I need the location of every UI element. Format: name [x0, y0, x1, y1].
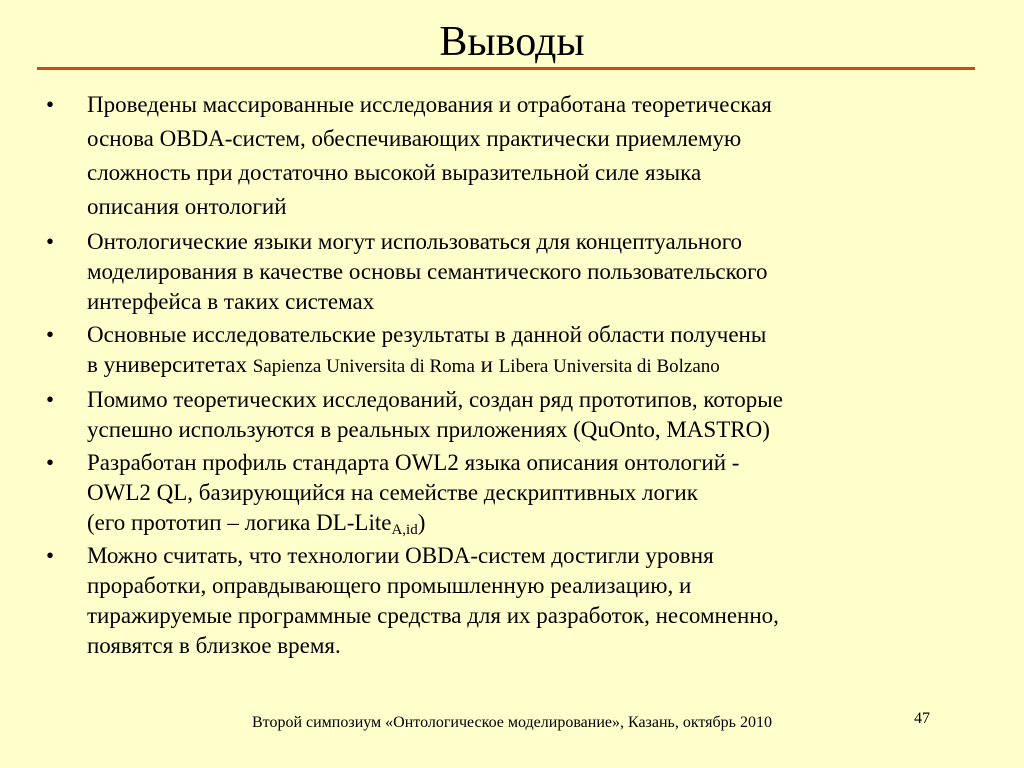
bullet-marker: •: [46, 92, 55, 117]
univ-conjunction: и: [474, 352, 499, 377]
bullet-marker: •: [46, 322, 55, 347]
bullet-line: Разработан профиль стандарта OWL2 языка описания онтологий -: [87, 450, 740, 475]
bullet-line: Основные исследовательские результаты в данной области получены: [87, 322, 767, 347]
bullet-line: Можно считать, что технологии OBDA-систем достигли уровня: [87, 543, 714, 568]
bullet-line: тиражируемые программные средства для их разработок, несомненно,: [87, 603, 779, 628]
bullet-line: Помимо теоретических исследований, создан ряд прототипов, которые: [87, 387, 783, 412]
bullet-line: [87, 350, 976, 382]
dl-lite-suffix: ): [417, 510, 426, 535]
university-name-rome: Sapienza Universita di Roma: [252, 356, 475, 377]
bullet-line: появятся в близкое время.: [87, 633, 341, 658]
bullet-line: OWL2 QL, базирующийся на семействе дескриптивных логик: [87, 480, 698, 505]
dl-lite-prefix: (его прототип – логика DL-Lite: [87, 510, 392, 535]
slide-footer: Второй симпозиум «Онтологическое моделирование», Казань, октябрь 2010: [252, 714, 772, 731]
bullet-line: описания онтологий: [87, 194, 287, 219]
page-number: 47: [914, 710, 930, 727]
slide-title: Выводы: [439, 19, 585, 65]
bullet-marker: •: [46, 387, 55, 412]
bullet-marker: •: [46, 543, 55, 568]
bullet-line: [87, 508, 976, 538]
bullet-line: Проведены массированные исследования и отработана теоретическая: [87, 92, 772, 117]
bullet-item-3: [46, 320, 976, 382]
bullet-marker: •: [46, 229, 55, 254]
bullet-item-2: [46, 227, 976, 317]
bullet-item-4: [46, 385, 976, 445]
bullet-line: проработки, оправдывающего промышленную реализацию, и: [87, 573, 692, 598]
bullet-line: Онтологические языки могут использоваться для концептуального: [87, 229, 743, 254]
bullet-list: [46, 88, 976, 661]
title-underline: [37, 67, 975, 70]
univ-prefix: в университетах: [87, 352, 253, 377]
bullet-line: сложность при достаточно высокой выразительной силе языка: [87, 160, 702, 185]
bullet-marker: •: [46, 450, 55, 475]
bullet-line: основа OBDA-систем, обеспечивающих практически приемлемую: [87, 126, 742, 151]
bullet-item-6: [46, 541, 976, 661]
university-name-bolzano: Libera Universita di Bolzano: [498, 356, 720, 377]
bullet-item-1: [46, 88, 976, 224]
bullet-line: успешно используются в реальных приложениях (QuOnto, MASTRO): [87, 417, 770, 442]
bullet-line: интерфейса в таких системах: [87, 289, 375, 314]
dl-lite-subscript: A,id: [391, 522, 418, 538]
bullet-item-5: [46, 448, 976, 538]
bullet-line: моделирования в качестве основы семантического пользовательского: [87, 259, 768, 284]
